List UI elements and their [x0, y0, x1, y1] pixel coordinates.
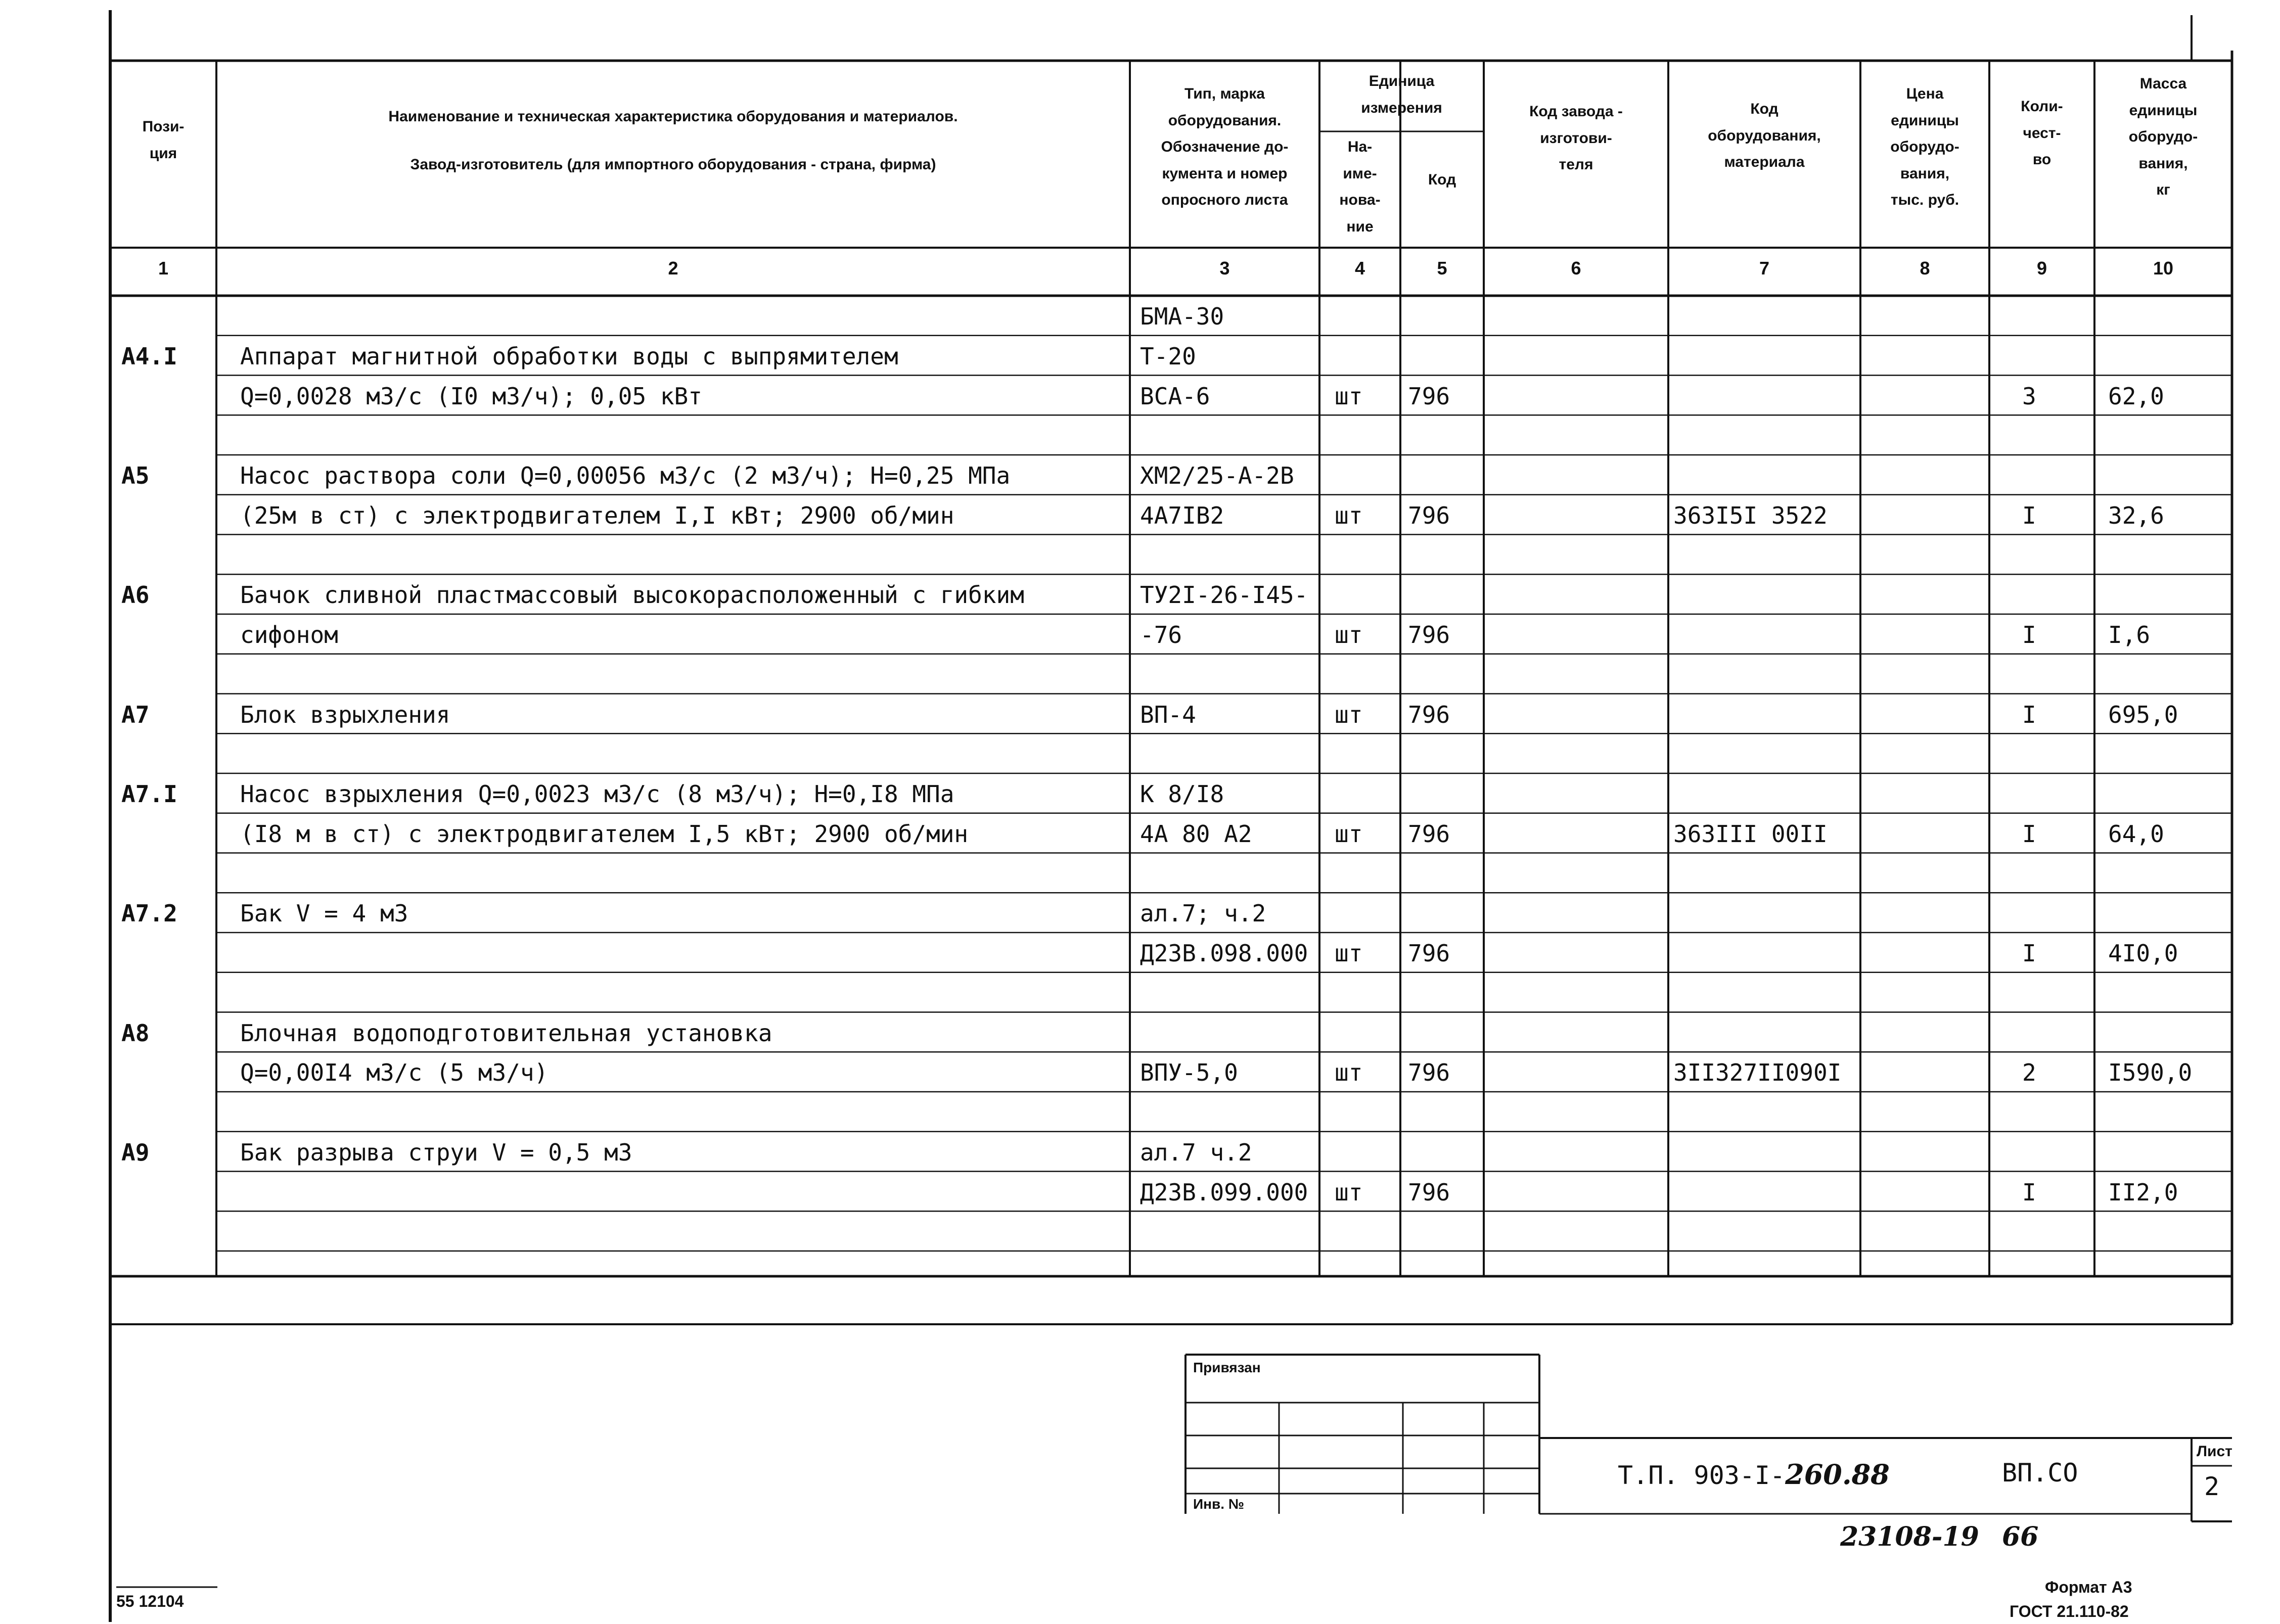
row-type: БМА-30 [1140, 303, 1224, 330]
row-code: 796 [1408, 501, 1450, 529]
row-unit: шт [1335, 621, 1363, 648]
row-qty: I [2022, 820, 2036, 848]
row-name: Q=0,00I4 м3/с (5 м3/ч) [240, 1059, 549, 1087]
archive-stamp: 55 12104 [116, 1592, 184, 1610]
row-type: К 8/I8 [1140, 780, 1224, 808]
header-name-line1: Наименование и техническая характеристика оборудования и материалов. [388, 108, 958, 125]
row-name: Бак V = 4 м3 [240, 900, 408, 927]
row-code: 796 [1408, 621, 1450, 648]
row-unit: шт [1335, 501, 1363, 529]
row-qty: I [2022, 940, 2036, 967]
row-type: ХМ2/25-А-2В [1140, 462, 1294, 489]
column-number: 8 [1920, 258, 1930, 279]
row-mass: 64,0 [2108, 820, 2164, 848]
row-ocode: 363I5I 3522 [1673, 501, 1828, 529]
row-name: Бачок сливной пластмассовый высокорасположенный с гибким [240, 581, 1024, 609]
row-code: 796 [1408, 940, 1450, 967]
row-pos: А7.2 [121, 900, 177, 927]
row-name: (I8 м в ст) с электродвигателем I,5 кВт; 2900 об/мин [240, 820, 969, 848]
row-code: 796 [1408, 701, 1450, 728]
format-label: Формат А3 [2045, 1578, 2132, 1596]
row-pos: А7.I [121, 780, 177, 808]
column-number: 5 [1437, 258, 1447, 279]
column-number: 2 [668, 258, 678, 279]
attached-label: Привязан [1193, 1360, 1261, 1375]
header-price: Цена единицы оборудо- вания, тыс. руб. [1890, 85, 1959, 208]
row-code: 796 [1408, 820, 1450, 848]
document-reference [1618, 1458, 1890, 1491]
handwritten-number: 23108-19 [1840, 1521, 1979, 1552]
row-code: 796 [1408, 1059, 1450, 1087]
header-unit-group: Единица измерения [1361, 73, 1442, 116]
row-mass: 695,0 [2108, 701, 2178, 728]
row-pos: А4.I [121, 342, 177, 370]
row-name: Бак разрыва струи V = 0,5 м3 [240, 1138, 632, 1166]
row-name: (25м в ст) с электродвигателем I,I кВт; 2900 об/мин [240, 501, 954, 529]
row-pos: А7 [121, 701, 150, 728]
row-name: Аппарат магнитной обработки воды с выпрямителем [240, 342, 898, 370]
row-mass: I590,0 [2108, 1059, 2193, 1087]
column-number: 9 [2036, 258, 2047, 279]
row-name: сифоном [240, 621, 338, 648]
inventory-number-label: Инв. № [1193, 1496, 1245, 1512]
row-qty: 2 [2022, 1059, 2036, 1087]
row-name: Блочная водоподготовительная установка [240, 1019, 772, 1047]
row-name: Насос раствора соли Q=0,00056 м3/с (2 м3/ч); Н=0,25 МПа [240, 462, 1011, 489]
row-type: ТУ2I-26-I45- [1140, 581, 1308, 609]
column-number: 4 [1354, 258, 1365, 279]
handwritten-page: 66 [2002, 1521, 2039, 1552]
gost-label: ГОСТ 21.110-82 [2010, 1602, 2129, 1620]
header-type: Тип, марка оборудования. Обозначение до- кумента и номер опросного листа [1161, 85, 1289, 208]
header-name-line2: Завод-изготовитель (для импортного оборудования - страна, фирма) [410, 156, 936, 173]
row-unit: шт [1335, 701, 1363, 728]
row-mass: I,6 [2108, 621, 2151, 648]
column-number: 6 [1571, 258, 1581, 279]
row-ocode: 3II327II090I [1673, 1059, 1842, 1087]
row-pos: А8 [121, 1019, 150, 1047]
row-unit: шт [1335, 1059, 1363, 1087]
sheet-label: Лист [2197, 1443, 2232, 1460]
row-name: Блок взрыхления [240, 701, 450, 728]
row-type: ВПУ-5,0 [1140, 1059, 1238, 1087]
row-type: ал.7 ч.2 [1140, 1138, 1252, 1166]
row-mass: 62,0 [2108, 382, 2164, 410]
row-mass: 32,6 [2108, 501, 2164, 529]
header-equipment-code: Код оборудования, материала [1708, 101, 1821, 170]
row-qty: I [2022, 621, 2036, 648]
row-mass: 4I0,0 [2108, 940, 2178, 967]
row-ocode: 363III 00II [1673, 820, 1828, 848]
column-number: 1 [158, 258, 169, 279]
row-code: 796 [1408, 382, 1450, 410]
header-quantity: Коли- чест- во [2021, 98, 2063, 168]
column-number: 3 [1219, 258, 1230, 279]
row-type: 4А 80 А2 [1140, 820, 1252, 848]
row-type: ВСА-6 [1140, 382, 1210, 410]
column-number: 10 [2153, 258, 2174, 279]
header-mass: Масса единицы оборудо- вания, кг [2128, 75, 2198, 198]
row-pos: А6 [121, 581, 150, 609]
row-type: Д23В.099.000 [1140, 1178, 1308, 1206]
row-pos: А9 [121, 1138, 150, 1166]
row-code: 796 [1408, 1178, 1450, 1206]
row-qty: 3 [2022, 382, 2036, 410]
header-unit-name: На- име- нова- ние [1339, 138, 1381, 235]
document-code: ВП.СО [2002, 1458, 2078, 1488]
row-mass: II2,0 [2108, 1178, 2178, 1206]
row-qty: I [2022, 501, 2036, 529]
row-type: ВП-4 [1140, 701, 1196, 728]
header-position: Пози- ция [142, 118, 185, 162]
document-reference-typed: Т.П. 903-I- [1618, 1461, 1786, 1490]
column-number: 7 [1759, 258, 1770, 279]
header-plant-code: Код завода - изготови- теля [1529, 103, 1623, 173]
row-qty: I [2022, 701, 2036, 728]
row-name: Насос взрыхления Q=0,0023 м3/с (8 м3/ч); Н=0,I8 МПа [240, 780, 954, 808]
document-reference-handwritten: 260.88 [1785, 1458, 1890, 1491]
row-type: ал.7; ч.2 [1140, 900, 1266, 927]
sheet-number: 2 [2204, 1472, 2220, 1501]
row-type: -76 [1140, 621, 1182, 648]
row-unit: шт [1335, 1178, 1363, 1206]
row-type: Д23В.098.000 [1140, 940, 1308, 967]
row-pos: А5 [121, 462, 150, 489]
row-qty: I [2022, 1178, 2036, 1206]
row-unit: шт [1335, 382, 1363, 410]
row-name: Q=0,0028 м3/с (I0 м3/ч); 0,05 кВт [240, 382, 702, 410]
row-unit: шт [1335, 940, 1363, 967]
row-unit: шт [1335, 820, 1363, 848]
row-type: Т-20 [1140, 342, 1196, 370]
header-unit-code: Код [1428, 171, 1456, 188]
row-type: 4А7IВ2 [1140, 501, 1224, 529]
